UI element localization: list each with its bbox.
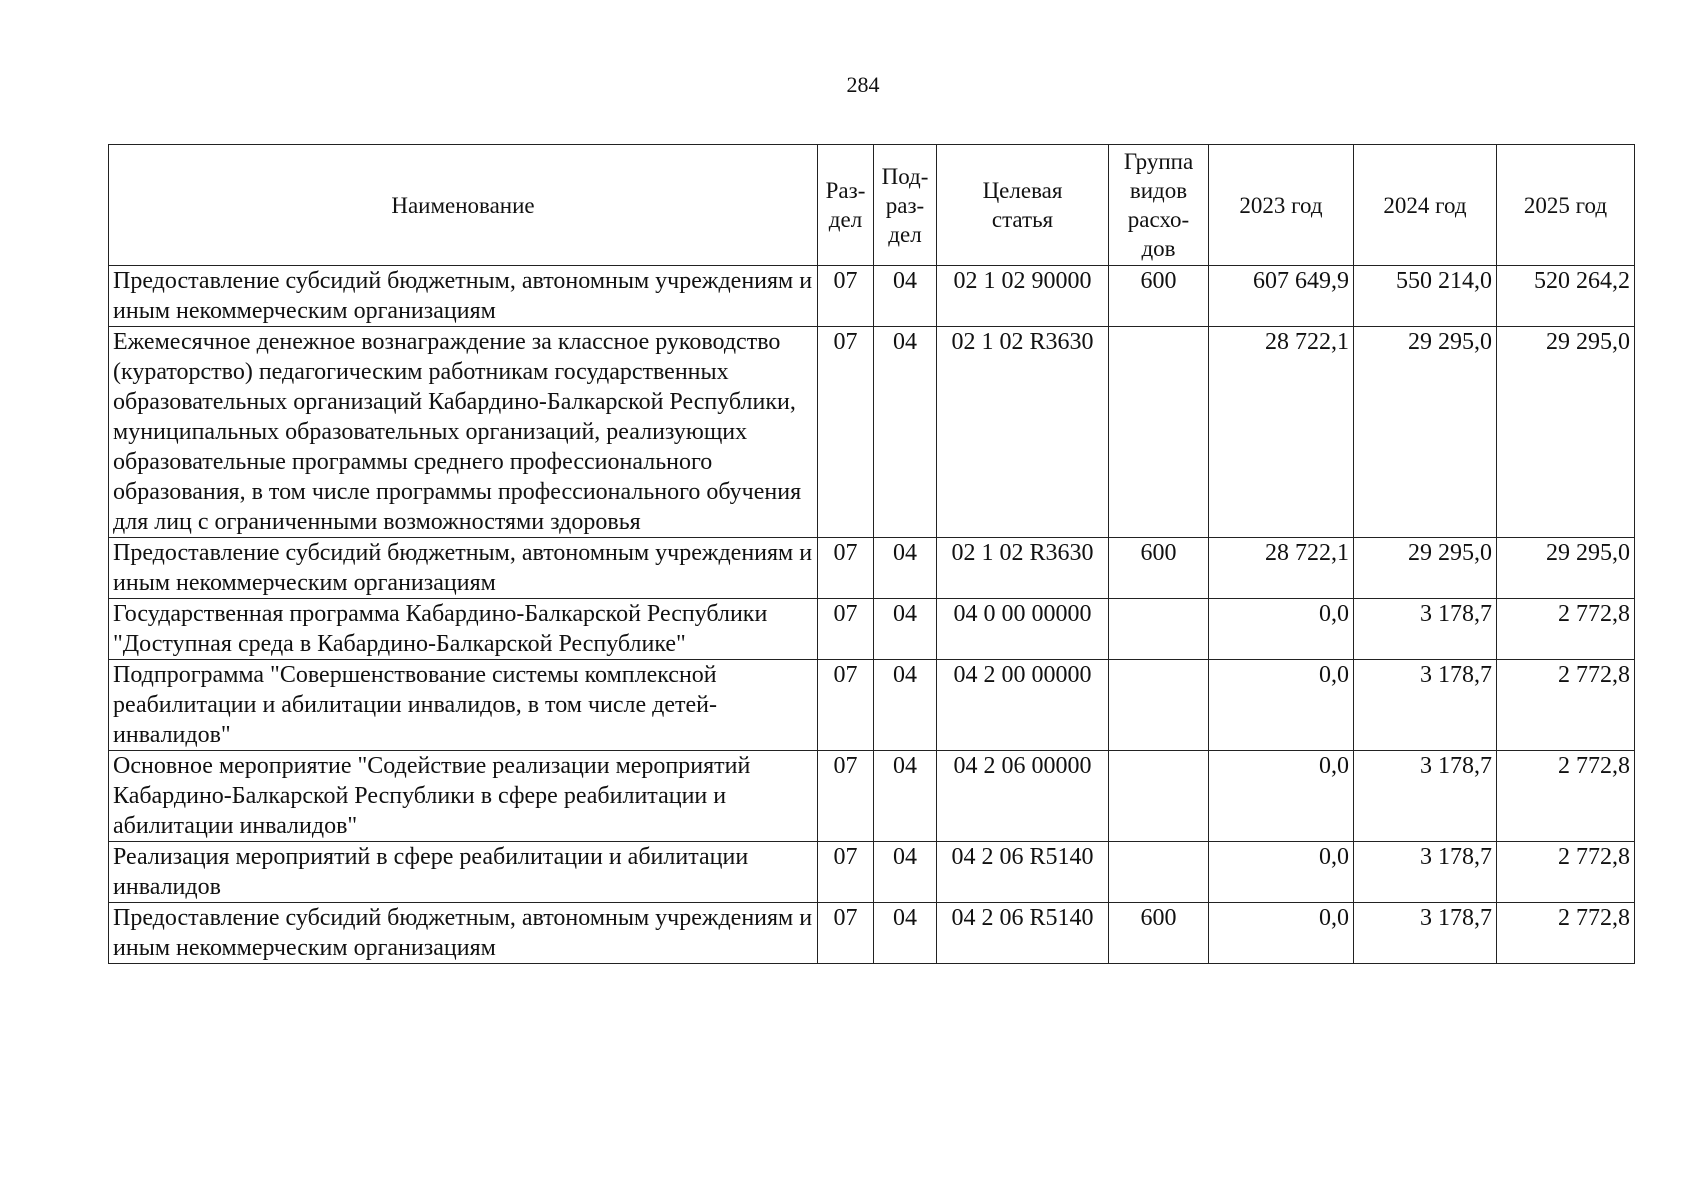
header-podrazdel: Под- раз- дел bbox=[874, 145, 937, 266]
row-2023: 0,0 bbox=[1209, 751, 1354, 842]
row-2024: 29 295,0 bbox=[1354, 538, 1497, 599]
header-row bbox=[109, 145, 1635, 266]
row-2024: 3 178,7 bbox=[1354, 660, 1497, 751]
row-gruppa: 600 bbox=[1109, 266, 1209, 327]
row-tselevaya-statya: 02 1 02 90000 bbox=[937, 266, 1109, 327]
row-name: Основное мероприятие "Содействие реализации мероприятий Кабардино-Балкарской Республики в сфере реабилитации и абилитации инвалидов" bbox=[109, 751, 818, 842]
row-name: Ежемесячное денежное вознаграждение за классное руководство (кураторство) педагогическим работникам государственных образовательных организаций Кабардино-Балкарской Республики, муниципальных образовательных организаций, реализующих образовательные программы среднего профессионального образования, в том числе программы профессионального обучения для лиц с ограниченными возможностями здоровья bbox=[109, 327, 818, 538]
row-2024: 3 178,7 bbox=[1354, 903, 1497, 964]
row-name: Подпрограмма "Совершенствование системы комплексной реабилитации и абилитации инвалидов, в том числе детей-инвалидов" bbox=[109, 660, 818, 751]
row-tselevaya-statya: 04 2 06 R5140 bbox=[937, 842, 1109, 903]
table-row bbox=[109, 903, 1635, 964]
row-podrazdel: 04 bbox=[874, 538, 937, 599]
row-2023: 0,0 bbox=[1209, 842, 1354, 903]
row-2023: 0,0 bbox=[1209, 903, 1354, 964]
header-gruppa-vidov-rashodov: Группа видов расхо- дов bbox=[1109, 145, 1209, 266]
header-2024: 2024 год bbox=[1354, 145, 1497, 266]
row-podrazdel: 04 bbox=[874, 903, 937, 964]
row-2025: 520 264,2 bbox=[1497, 266, 1635, 327]
row-podrazdel: 04 bbox=[874, 266, 937, 327]
row-tselevaya-statya: 04 2 06 R5140 bbox=[937, 903, 1109, 964]
row-razdel: 07 bbox=[818, 751, 874, 842]
row-razdel: 07 bbox=[818, 660, 874, 751]
row-gruppa: 600 bbox=[1109, 538, 1209, 599]
row-razdel: 07 bbox=[818, 842, 874, 903]
table-row bbox=[109, 660, 1635, 751]
table-row bbox=[109, 599, 1635, 660]
row-podrazdel: 04 bbox=[874, 660, 937, 751]
row-2024: 3 178,7 bbox=[1354, 599, 1497, 660]
row-2023: 28 722,1 bbox=[1209, 538, 1354, 599]
row-razdel: 07 bbox=[818, 266, 874, 327]
row-razdel: 07 bbox=[818, 599, 874, 660]
row-gruppa bbox=[1109, 327, 1209, 538]
row-2024: 3 178,7 bbox=[1354, 751, 1497, 842]
row-2024: 550 214,0 bbox=[1354, 266, 1497, 327]
header-2023: 2023 год bbox=[1209, 145, 1354, 266]
row-tselevaya-statya: 02 1 02 R3630 bbox=[937, 538, 1109, 599]
row-2023: 0,0 bbox=[1209, 660, 1354, 751]
row-tselevaya-statya: 02 1 02 R3630 bbox=[937, 327, 1109, 538]
row-podrazdel: 04 bbox=[874, 842, 937, 903]
page-number: 284 bbox=[846, 72, 880, 97]
row-2023: 0,0 bbox=[1209, 599, 1354, 660]
row-name: Предоставление субсидий бюджетным, автономным учреждениям и иным некоммерческим организациям bbox=[109, 266, 818, 327]
table-row bbox=[109, 751, 1635, 842]
budget-table bbox=[108, 144, 1635, 964]
header-razdel: Раз- дел bbox=[818, 145, 874, 266]
row-tselevaya-statya: 04 0 00 00000 bbox=[937, 599, 1109, 660]
row-name: Реализация мероприятий в сфере реабилитации и абилитации инвалидов bbox=[109, 842, 818, 903]
row-gruppa: 600 bbox=[1109, 903, 1209, 964]
row-gruppa bbox=[1109, 751, 1209, 842]
row-podrazdel: 04 bbox=[874, 327, 937, 538]
row-podrazdel: 04 bbox=[874, 751, 937, 842]
row-razdel: 07 bbox=[818, 327, 874, 538]
row-2025: 2 772,8 bbox=[1497, 751, 1635, 842]
table-row bbox=[109, 266, 1635, 327]
row-2024: 29 295,0 bbox=[1354, 327, 1497, 538]
row-tselevaya-statya: 04 2 00 00000 bbox=[937, 660, 1109, 751]
table-row bbox=[109, 327, 1635, 538]
row-razdel: 07 bbox=[818, 903, 874, 964]
row-gruppa bbox=[1109, 660, 1209, 751]
row-2025: 2 772,8 bbox=[1497, 599, 1635, 660]
table-row bbox=[109, 842, 1635, 903]
header-tselevaya-statya: Целевая статья bbox=[937, 145, 1109, 266]
row-name: Предоставление субсидий бюджетным, автономным учреждениям и иным некоммерческим организациям bbox=[109, 538, 818, 599]
row-name: Предоставление субсидий бюджетным, автономным учреждениям и иным некоммерческим организациям bbox=[109, 903, 818, 964]
row-podrazdel: 04 bbox=[874, 599, 937, 660]
row-gruppa bbox=[1109, 842, 1209, 903]
row-2025: 29 295,0 bbox=[1497, 327, 1635, 538]
table-row bbox=[109, 538, 1635, 599]
row-razdel: 07 bbox=[818, 538, 874, 599]
row-2025: 29 295,0 bbox=[1497, 538, 1635, 599]
row-name: Государственная программа Кабардино-Балкарской Республики "Доступная среда в Кабардино-Балкарской Республике" bbox=[109, 599, 818, 660]
header-2025: 2025 год bbox=[1497, 145, 1635, 266]
row-gruppa bbox=[1109, 599, 1209, 660]
row-2025: 2 772,8 bbox=[1497, 903, 1635, 964]
row-2023: 28 722,1 bbox=[1209, 327, 1354, 538]
row-2025: 2 772,8 bbox=[1497, 842, 1635, 903]
row-tselevaya-statya: 04 2 06 00000 bbox=[937, 751, 1109, 842]
row-2025: 2 772,8 bbox=[1497, 660, 1635, 751]
row-2024: 3 178,7 bbox=[1354, 842, 1497, 903]
header-name: Наименование bbox=[109, 145, 818, 266]
row-2023: 607 649,9 bbox=[1209, 266, 1354, 327]
